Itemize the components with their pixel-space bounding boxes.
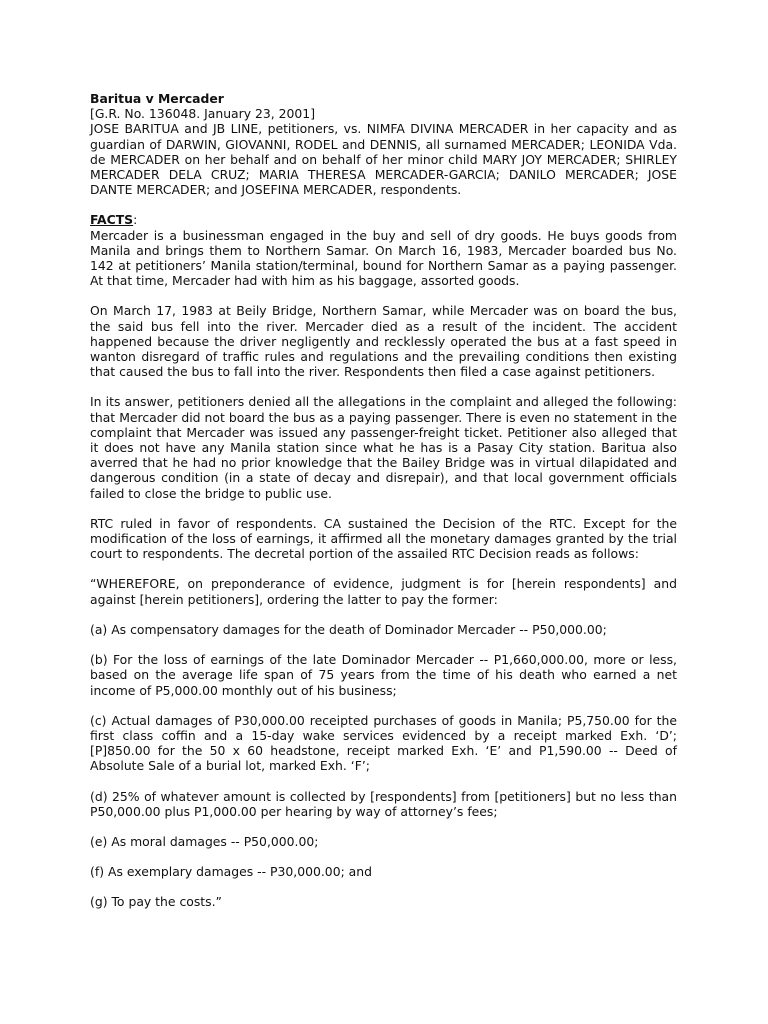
decision-item-e: (e) As moral damages -- P50,000.00; xyxy=(90,833,319,849)
decision-item-f: (f) As exemplary damages -- P30,000.00; and xyxy=(90,864,372,880)
facts-paragraph-3: In its answer, petitioners denied all the allegations in the complaint and alleged the following: that Mercader did not board the bus as a paying passenger. There is even no statement in the complaint that Mercader was issued any passenger-freight ticket. Petitioner also alleged that it does not have any Manila station since what he has is a Pasay City station. Baritua also averred that he had no prior knowledge that the Bailey Bridge was in virtual dilapidated and dangerous condition (in a state of decay and disrepair), and that local government officials failed to close the bridge to public use. xyxy=(90,394,677,501)
facts-paragraph-4: RTC ruled in favor of respondents. CA sustained the Decision of the RTC. Except for the modification of the loss of earnings, it affirmed all the monetary damages granted by the trial court to respondents. The decretal portion of the assailed RTC Decision reads as follows: xyxy=(90,515,677,562)
decision-item-d: (d) 25% of whatever amount is collected by [respondents] from [petitioners] but no less than P50,000.00 plus P1,000.00 per hearing by way of attorney’s fees; xyxy=(90,788,677,819)
case-citation: [G.R. No. 136048. January 23, 2001] xyxy=(90,106,316,122)
case-parties: JOSE BARITUA and JB LINE, petitioners, vs. NIMFA DIVINA MERCADER in her capacity and as guardian of DARWIN, GIOVANNI, RODEL and DENNIS, all surnamed MERCADER; LEONIDA Vda. de MERCADER on her behalf and on behalf of her minor child MARY JOY MERCADER; SHIRLEY MERCADER DELA CRUZ; MARIA THERESA MERCADER-GARCIA; DANILO MERCADER; JOSE DANTE MERCADER; and JOSEFINA MERCADER, respondents. xyxy=(90,121,677,198)
decision-item-b: (b) For the loss of earnings of the late Dominador Mercader -- P1,660,000.00, more or less, based on the average life span of 75 years from the time of his death who earned a net income of P5,000.00 monthly out of his business; xyxy=(90,652,677,698)
document-page xyxy=(90,91,677,910)
decision-item-g: (g) To pay the costs.” xyxy=(90,894,222,910)
facts-heading-colon: : xyxy=(133,212,138,228)
case-title: Baritua v Mercader xyxy=(90,91,224,106)
facts-heading-line xyxy=(90,212,677,227)
facts-paragraph-1: Mercader is a businessman engaged in the buy and sell of dry goods. He buys goods from Manila and brings them to Northern Samar. On March 16, 1983, Mercader boarded bus No. 142 at petitioners’ Manila station/terminal, bound for Northern Samar as a paying passenger. At that time, Mercader had with him as his baggage, assorted goods. xyxy=(90,227,677,289)
decision-item-c: (c) Actual damages of P30,000.00 receipted purchases of goods in Manila; P5,750.00 for the first class coffin and a 15-day wake services evidenced by a receipt marked Exh. ‘D’; [P]850.00 for the 50 x 60 headstone, receipt marked Exh. ‘E’ and P1,590.00 -- Deed of Absolute Sale of a burial lot, marked Exh. ‘F’; xyxy=(90,712,677,774)
case-header xyxy=(90,106,677,197)
decision-item-a: (a) As compensatory damages for the death of Dominador Mercader -- P50,000.00; xyxy=(90,621,607,637)
facts-heading: FACTS xyxy=(90,212,134,228)
decision-quote-intro: “WHEREFORE, on preponderance of evidence, judgment is for [herein respondents] and against [herein petitioners], ordering the latter to pay the former: xyxy=(90,576,677,607)
facts-paragraph-2: On March 17, 1983 at Beily Bridge, Northern Samar, while Mercader was on board the bus, the said bus fell into the river. Mercader died as a result of the incident. The accident happened because the driver negligently and recklessly operated the bus at a fast speed in wanton disregard of traffic rules and regulations and the prevailing conditions then existing that caused the bus to fall into the river. Respondents then filed a case against petitioners. xyxy=(90,303,677,380)
